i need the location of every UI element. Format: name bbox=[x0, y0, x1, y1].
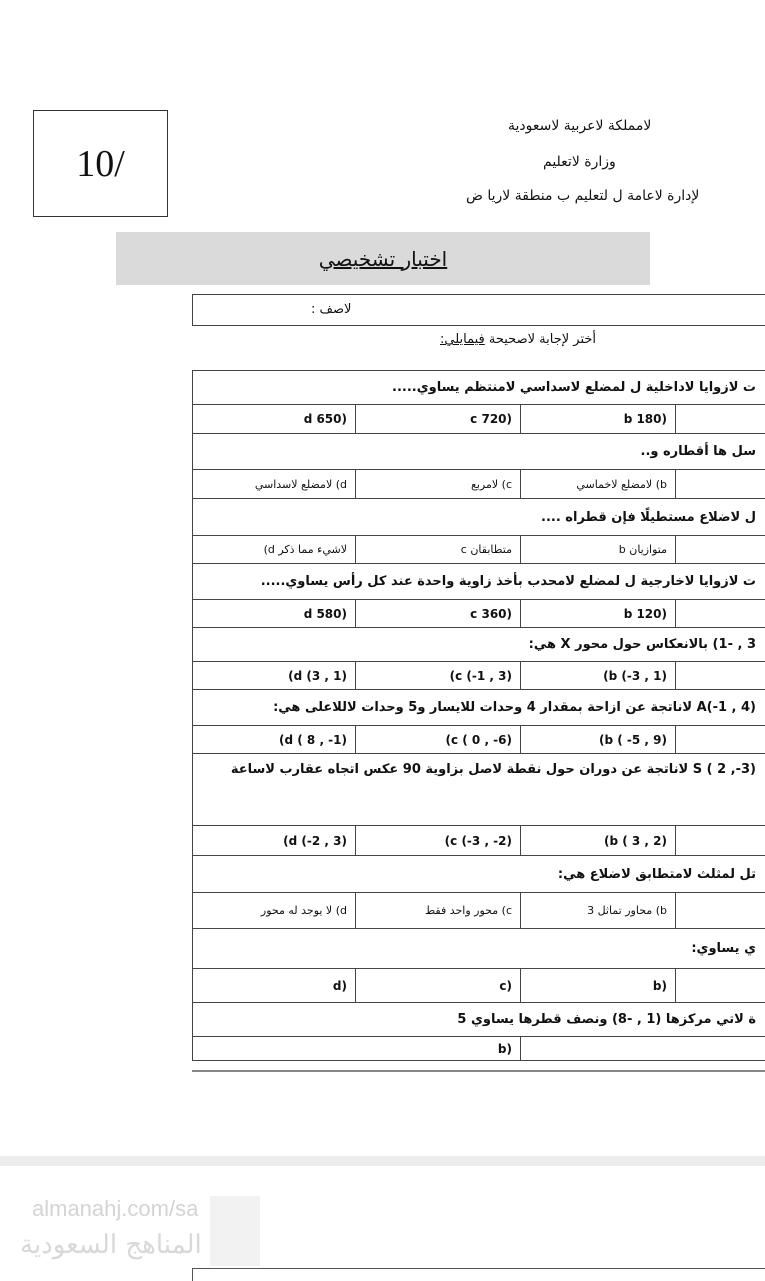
option-a[interactable] bbox=[676, 536, 765, 564]
question-text: A(-1 , 4) لاناتجة عن ازاحة بمقدار 4 وحدات للايسار و5 وحدات لاللاعلى هي: bbox=[193, 690, 765, 726]
watermark-square bbox=[210, 1196, 260, 1266]
question-row bbox=[193, 499, 765, 536]
option-d[interactable]: (d (-2 , 3) bbox=[193, 826, 356, 856]
class-field[interactable] bbox=[192, 294, 765, 326]
option-d[interactable]: لامضلع لاسداسي (d bbox=[193, 470, 356, 499]
question-row bbox=[193, 628, 765, 662]
option-b[interactable]: b متوازيان bbox=[521, 536, 676, 564]
divider bbox=[192, 1070, 765, 1072]
option-b[interactable]: (b ( 3 , 2) bbox=[521, 826, 676, 856]
option-b[interactable]: b 180) bbox=[521, 405, 676, 434]
question-text: سل ها أقطاره و.. bbox=[193, 434, 765, 470]
question-text: S ( 2 ,-3) لاناتجة عن دوران حول نقطة لاصل بزاوية 90 عكس اتجاه عقارب لاساعة bbox=[193, 754, 765, 826]
option-b[interactable]: b) bbox=[521, 969, 676, 1003]
option-a[interactable] bbox=[676, 600, 765, 628]
option-b[interactable]: b 120) bbox=[521, 600, 676, 628]
option-a[interactable] bbox=[521, 1037, 765, 1061]
header-directorate: لإدارة لاعامة ل لتعليم ب منطقة لاريا ض bbox=[466, 188, 699, 204]
questions-table bbox=[192, 370, 765, 1061]
option-c[interactable]: محور واحد فقط (c bbox=[356, 893, 521, 929]
option-c[interactable]: c متطابقان bbox=[356, 536, 521, 564]
option-d[interactable]: d) bbox=[193, 969, 356, 1003]
option-c[interactable]: c 720) bbox=[356, 405, 521, 434]
class-label: لاصف : bbox=[311, 302, 351, 317]
question-row bbox=[193, 371, 765, 405]
instruction bbox=[440, 332, 596, 347]
question-row bbox=[193, 856, 765, 893]
question-row bbox=[193, 929, 765, 969]
instruction-prefix: أختر لإجابة لاصحيحة bbox=[485, 332, 596, 347]
title-band bbox=[116, 232, 650, 285]
option-d[interactable]: (d ( 8 , -1) bbox=[193, 726, 356, 754]
option-a[interactable] bbox=[676, 662, 765, 690]
question-row bbox=[193, 754, 765, 826]
options-row bbox=[193, 893, 765, 929]
question-text: ة لاتي مركزها (1 , -8) ونصف قطرها يساوي 5 bbox=[193, 1003, 765, 1037]
header-kingdom: لامملكة لاعربية لاسعودية bbox=[508, 118, 651, 134]
option-a[interactable] bbox=[676, 893, 765, 929]
watermark-url: almanahj.com/sa bbox=[32, 1196, 198, 1222]
option-a[interactable] bbox=[676, 405, 765, 434]
option-a[interactable] bbox=[676, 726, 765, 754]
option-c[interactable]: (c (-1 , 3) bbox=[356, 662, 521, 690]
question-row bbox=[193, 434, 765, 470]
options-row bbox=[193, 600, 765, 628]
option-a[interactable] bbox=[676, 826, 765, 856]
question-row bbox=[193, 1003, 765, 1037]
score-text: 10/ bbox=[76, 142, 125, 186]
option-c[interactable]: (c (-3 , -2) bbox=[356, 826, 521, 856]
option-c[interactable]: c 360) bbox=[356, 600, 521, 628]
header-ministry: وزارة لاتعليم bbox=[543, 154, 616, 170]
options-row bbox=[193, 826, 765, 856]
options-row bbox=[193, 470, 765, 499]
option-c[interactable]: c) bbox=[356, 969, 521, 1003]
question-text: ت لازوايا لاداخلية ل لمضلع لاسداسي لامنتظم يساوي..... bbox=[193, 371, 765, 405]
next-page-table-edge bbox=[192, 1268, 765, 1281]
option-d[interactable]: (d (3 , 1) bbox=[193, 662, 356, 690]
option-b[interactable]: b) bbox=[193, 1037, 521, 1061]
option-b[interactable]: لامضلع لاخماسي (b bbox=[521, 470, 676, 499]
option-d[interactable]: d 580) bbox=[193, 600, 356, 628]
option-b[interactable]: (b ( -5 , 9) bbox=[521, 726, 676, 754]
score-box bbox=[33, 110, 168, 217]
question-row bbox=[193, 564, 765, 600]
question-text: 3 , -1) بالانعكاس حول محور X هي: bbox=[193, 628, 765, 662]
options-row bbox=[193, 726, 765, 754]
options-row bbox=[193, 662, 765, 690]
page-title: اختبار تشخيصي bbox=[319, 247, 447, 271]
question-text: ل لاضلاع مستطيلًا فإن قطراه .... bbox=[193, 499, 765, 536]
options-row bbox=[193, 1037, 765, 1061]
options-row bbox=[193, 969, 765, 1003]
question-text: ت لازوايا لاخارجية ل لمضلع لامحدب بأخذ زاوية واحدة عند كل رأس يساوي..... bbox=[193, 564, 765, 600]
option-c[interactable]: (c ( 0 , -6) bbox=[356, 726, 521, 754]
options-row bbox=[193, 536, 765, 564]
watermark-name: المناهج السعودية bbox=[20, 1230, 202, 1260]
question-row bbox=[193, 690, 765, 726]
option-d[interactable]: d 650) bbox=[193, 405, 356, 434]
option-d[interactable]: (d لاشيء مما ذكر bbox=[193, 536, 356, 564]
option-d[interactable]: لا يوجد له محور (d bbox=[193, 893, 356, 929]
question-text: ي يساوي: bbox=[193, 929, 765, 969]
options-row bbox=[193, 405, 765, 434]
option-b[interactable]: 3 محاور تماثل (b bbox=[521, 893, 676, 929]
instruction-underlined: فيمايلي: bbox=[440, 332, 485, 347]
option-a[interactable] bbox=[676, 470, 765, 499]
option-a[interactable] bbox=[676, 969, 765, 1003]
question-text: تل لمثلث لامتطابق لاضلاع هي: bbox=[193, 856, 765, 893]
option-c[interactable]: لامربع (c bbox=[356, 470, 521, 499]
option-b[interactable]: (b (-3 , 1) bbox=[521, 662, 676, 690]
page-break-band bbox=[0, 1156, 765, 1166]
